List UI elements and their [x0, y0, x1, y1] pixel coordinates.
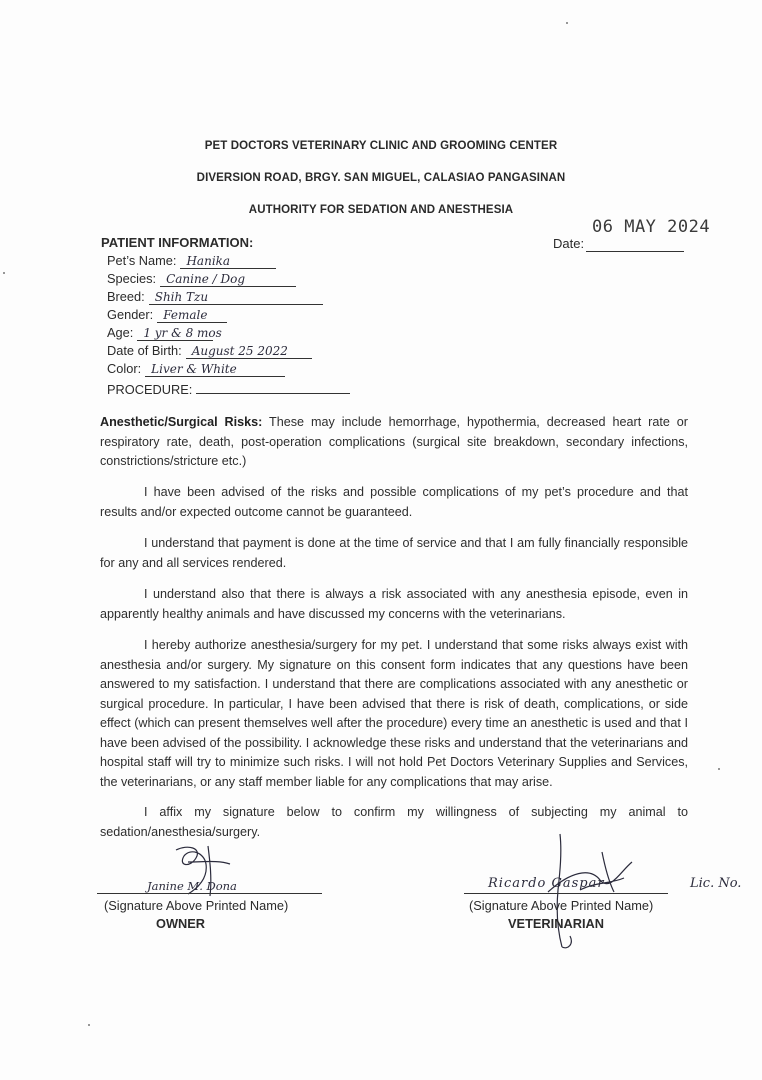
age-field — [107, 325, 222, 341]
form-title: AUTHORITY FOR SEDATION AND ANESTHESIA — [248, 204, 514, 216]
scan-speck — [3, 272, 5, 274]
color-label: Color: — [107, 361, 142, 376]
patient-info-title: PATIENT INFORMATION: — [101, 235, 254, 250]
owner-signature-line — [97, 893, 322, 894]
procedure-value — [196, 379, 350, 394]
owner-signature-caption: (Signature Above Printed Name) — [104, 898, 289, 913]
veterinarian-signature-line — [464, 893, 668, 894]
date-field-line — [586, 251, 684, 252]
dob-field — [107, 343, 312, 359]
pet-name-label: Pet’s Name: — [107, 253, 177, 268]
anesthesia-risk-paragraph: I understand also that there is always a risk associated with any anesthesia episode, even in apparently healthy animals and have discussed my concerns with the veterinarians. — [100, 587, 688, 621]
pet-name-value: Hanika — [180, 254, 276, 269]
risks-paragraph — [100, 413, 688, 472]
date-label: Date: — [553, 236, 585, 251]
breed-field — [107, 289, 323, 305]
clinic-name: PET DOCTORS VETERINARY CLINIC AND GROOMING CENTER — [204, 140, 558, 152]
scan-speck — [718, 768, 720, 770]
veterinarian-handwritten-signature — [540, 832, 650, 952]
color-value: Liver & White — [145, 362, 285, 377]
owner-printed-name: Janine M. Dona — [147, 879, 237, 893]
clinic-address: DIVERSION ROAD, BRGY. SAN MIGUEL, CALASIAO PANGASINAN — [196, 172, 566, 184]
advised-paragraph: I have been advised of the risks and possible complications of my pet’s procedure and that results and/or expected outcome cannot be guaranteed. — [100, 485, 688, 519]
breed-label: Breed: — [107, 289, 145, 304]
gender-value: Female — [157, 308, 227, 323]
procedure-label: PROCEDURE: — [107, 382, 193, 397]
species-value: Canine / Dog — [160, 272, 296, 287]
date-stamp: 06 MAY 2024 — [592, 217, 711, 237]
dob-value: August 25 2022 — [186, 344, 312, 359]
procedure-field — [107, 379, 350, 397]
color-field — [107, 361, 285, 377]
veterinarian-printed-name: Ricardo Gaspar — [488, 876, 605, 891]
age-value: 1 yr & 8 mos — [137, 326, 213, 341]
species-label: Species: — [107, 271, 157, 286]
veterinarian-signature-caption: (Signature Above Printed Name) — [469, 898, 654, 913]
scan-speck — [88, 1024, 90, 1026]
pet-name-field — [107, 253, 276, 269]
owner-role-label: OWNER — [156, 916, 206, 931]
affix-signature-paragraph: I affix my signature below to confirm my willingness of subjecting my animal to sedation/anesthesia/surgery. — [100, 805, 688, 839]
payment-paragraph: I understand that payment is done at the time of service and that I am fully financially responsible for any and all services rendered. — [100, 536, 688, 570]
species-field — [107, 271, 296, 287]
age-label: Age: — [107, 325, 134, 340]
authorization-paragraph: I hereby authorize anesthesia/surgery for my pet. I understand that some risks always exist with anesthesia and/or surgery. My signature on this consent form indicates that any questions have been answered to my satisfaction. I understand that there are complications associated with any anesthetic or surgical procedure. In particular, I have been advised that there is risk of death, complications, or side effect (which can present themselves well after the procedure) every time an anesthetic is used and that I have been advised of the possibility. I acknowledge these risks and understand that the veterinarians and hospital staff will try to minimize such risks. I will not hold Pet Doctors Veterinary Supplies and Services, the veterinarians, or any staff member liable for any complications that may arise. — [100, 638, 688, 789]
gender-label: Gender: — [107, 307, 154, 322]
gender-field — [107, 307, 227, 323]
risks-text: These may include hemorrhage, hypothermia, decreased heart rate or respiratory rate, death, post-operation complications (surgical site breakdown, secondary infections, constrictions/stricture etc.) — [100, 415, 688, 468]
scan-speck — [566, 22, 568, 24]
veterinarian-license-note: Lic. No. — [690, 876, 742, 891]
breed-value: Shih Tzu — [149, 290, 323, 305]
veterinarian-role-label: VETERINARIAN — [508, 916, 604, 931]
dob-label: Date of Birth: — [107, 343, 182, 358]
risks-label: Anesthetic/Surgical Risks: — [100, 415, 263, 429]
